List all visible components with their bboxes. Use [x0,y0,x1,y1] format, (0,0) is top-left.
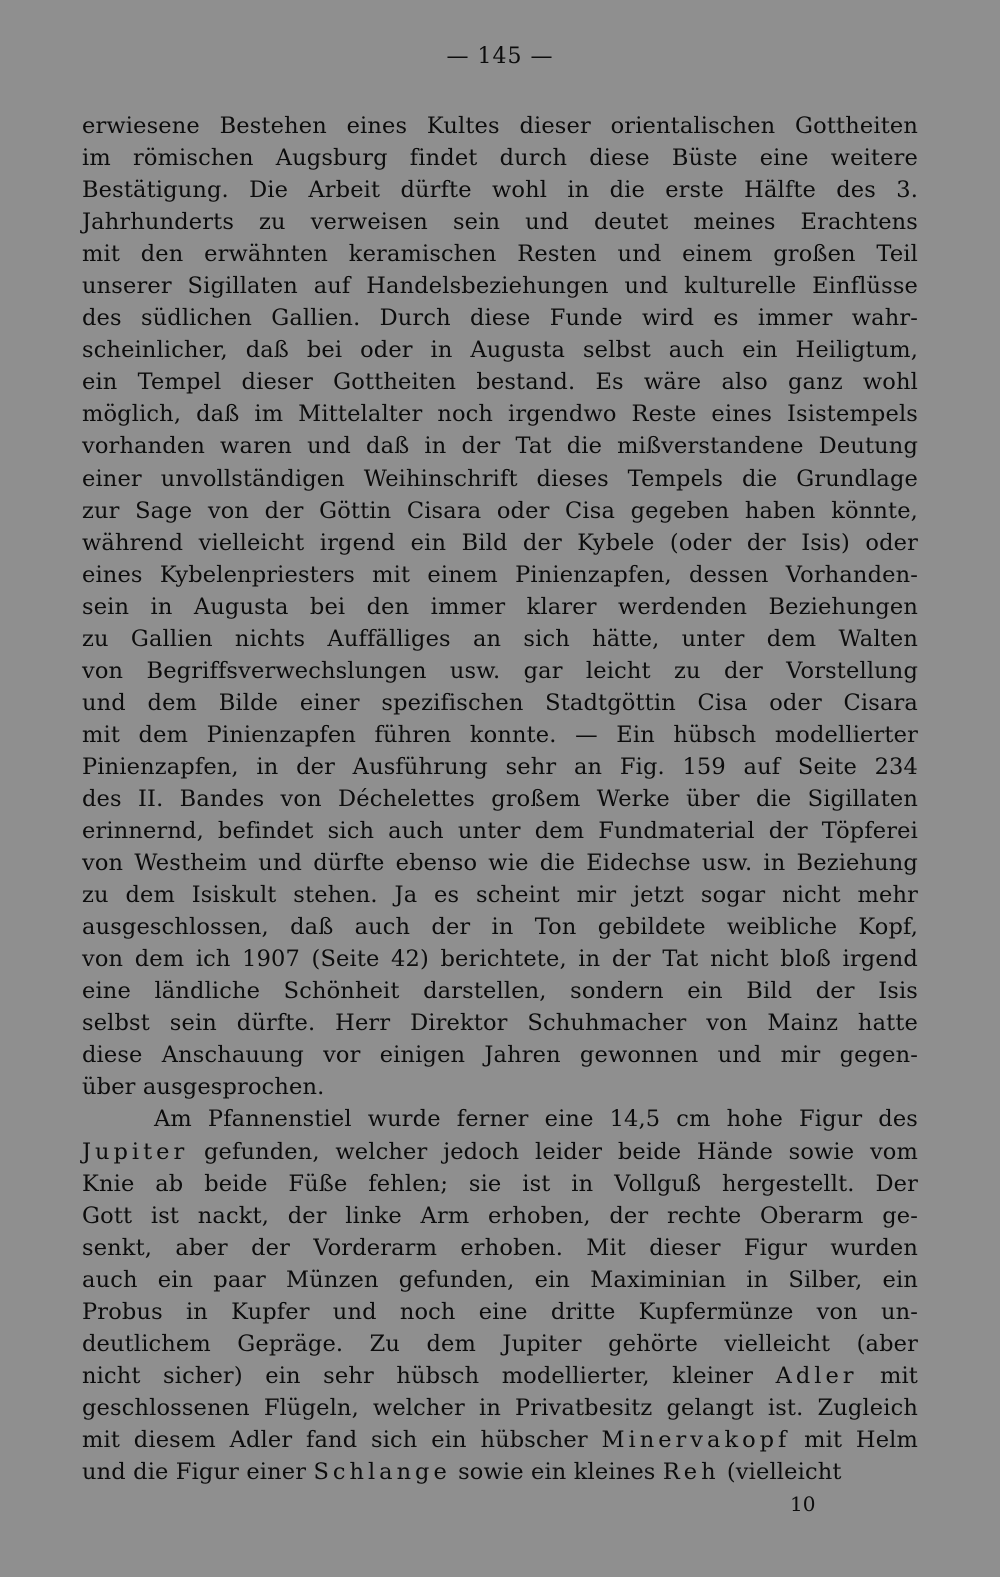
text-line: scheinlicher, daß bei oder in Augusta selbst auch ein Heiligtum, [82,337,918,364]
text-line: von Westheim und dürfte ebenso wie die Eidechse usw. in Beziehung [82,850,918,877]
text-line [82,1360,918,1392]
text-line: des südlichen Gallien. Durch diese Funde wird es immer wahr- [82,305,918,332]
spaced-emphasis: Reh [662,1458,720,1485]
text-line: des II. Bandes von Déchelettes großem Werke über die Sigillaten [82,785,918,812]
text-line: Knie ab beide Füße fehlen; sie ist in Vollguß hergestellt. Der [82,1170,918,1197]
text-line: geschlossenen Flügeln, welcher in Privatbesitz gelangt ist. Zugleich [82,1394,918,1421]
text-line: Gott ist nackt, der linke Arm erhoben, der rechte Oberarm ge- [82,1202,918,1229]
text-line: Pinienzapfen, in der Ausführung sehr an Fig. 159 auf Seite 234 [82,753,918,780]
text-line: mit dem Pinienzapfen führen konnte. — Ein hübsch modellierter [82,721,918,748]
text-line: Probus in Kupfer und noch eine dritte Kupfermünze von un- [82,1298,918,1325]
text-run: (vielleicht [719,1458,842,1485]
text-line: erinnernd, befindet sich auch unter dem Fundmaterial der Töpferei [82,818,918,845]
text-line: Bestätigung. Die Arbeit dürfte wohl in die erste Hälfte des 3. [82,177,918,204]
text-line: von dem ich 1907 (Seite 42) berichtete, in der Tat nicht bloß irgend [82,946,918,973]
text-line: unserer Sigillaten auf Handelsbeziehungen und kulturelle Einflüsse [82,273,918,300]
text-line: zu dem Isiskult stehen. Ja es scheint mir jetzt sogar nicht mehr [82,882,918,909]
text-line: möglich, daß im Mittelalter noch irgendwo Reste eines Isistempels [82,401,918,428]
text-line: mit den erwähnten keramischen Resten und einem großen Teil [82,241,918,268]
spaced-emphasis: Minervakopf [601,1426,791,1453]
signature-mark: 10 [790,1492,816,1516]
text-line: über ausgesprochen. [82,1074,325,1101]
spaced-emphasis: Schlange [313,1458,451,1485]
text-line: und dem Bilde einer spezifischen Stadtgöttin Cisa oder Cisara [82,689,918,716]
text-line: senkt, aber der Vorderarm erhoben. Mit dieser Figur wurden [82,1234,918,1261]
page-number: — 145 — [446,44,554,69]
text-line: deutlichem Gepräge. Zu dem Jupiter gehörte vielleicht (aber [82,1330,918,1357]
text-line: erwiesene Bestehen eines Kultes dieser orientalischen Gottheiten [82,113,918,139]
text-run: mit [857,1362,919,1389]
body-text [82,110,918,1488]
text-line: vorhanden waren und daß in der Tat die mißverstandene Deutung [82,433,918,460]
text-line: eine ländliche Schönheit darstellen, sondern ein Bild der Isis [82,978,918,1005]
text-line: auch ein paar Münzen gefunden, ein Maximinian in Silber, ein [82,1266,918,1293]
text-line: während vielleicht irgend ein Bild der Kybele (oder der Isis) oder [82,529,918,556]
text-line: zur Sage von der Göttin Cisara oder Cisa gegeben haben könnte, [82,497,918,524]
text-run: mit Helm [790,1426,918,1453]
text-line: im römischen Augsburg findet durch diese Büste eine weitere [82,145,918,172]
text-line: einer unvollständigen Weihinschrift dieses Tempels die Grundlage [82,465,918,492]
text-line: ausgeschlossen, daß auch der in Ton gebildete weibliche Kopf, [82,914,918,941]
text-line: ein Tempel dieser Gottheiten bestand. Es wäre also ganz wohl [82,369,918,396]
text-line: eines Kybelenpriesters mit einem Pinienzapfen, dessen Vorhanden- [82,561,918,588]
text-line: sein in Augusta bei den immer klarer werdenden Beziehungen [82,593,918,620]
text-line [82,1456,918,1488]
text-run: mit diesem Adler fand sich ein hübscher [82,1426,602,1453]
text-line [82,1424,918,1456]
text-line: selbst sein dürfte. Herr Direktor Schuhmacher von Mainz hatte [82,1010,918,1037]
text-line: Am Pfannenstiel wurde ferner eine 14,5 cm hohe Figur des [154,1106,918,1133]
text-run: sowie ein kleines [450,1458,663,1485]
text-line: von Begriffsverwechslungen usw. gar leicht zu der Vorstellung [82,657,918,684]
text-line: zu Gallien nichts Auffälliges an sich hätte, unter dem Walten [82,625,918,652]
text-line: diese Anschauung vor einigen Jahren gewonnen und mir gegen- [82,1042,918,1069]
text-run: und die Figur einer [82,1458,314,1485]
text-run: nicht sicher) ein sehr hübsch modellierter, kleiner [82,1362,776,1389]
text-line [82,1136,918,1168]
text-run: gefunden, welcher jedoch leider beide Hände sowie vom [188,1138,918,1165]
text-line: Jahrhunderts zu verweisen sein und deutet meines Erachtens [82,209,918,236]
spaced-emphasis: Jupiter [82,1138,189,1165]
spaced-emphasis: Adler [775,1362,858,1389]
